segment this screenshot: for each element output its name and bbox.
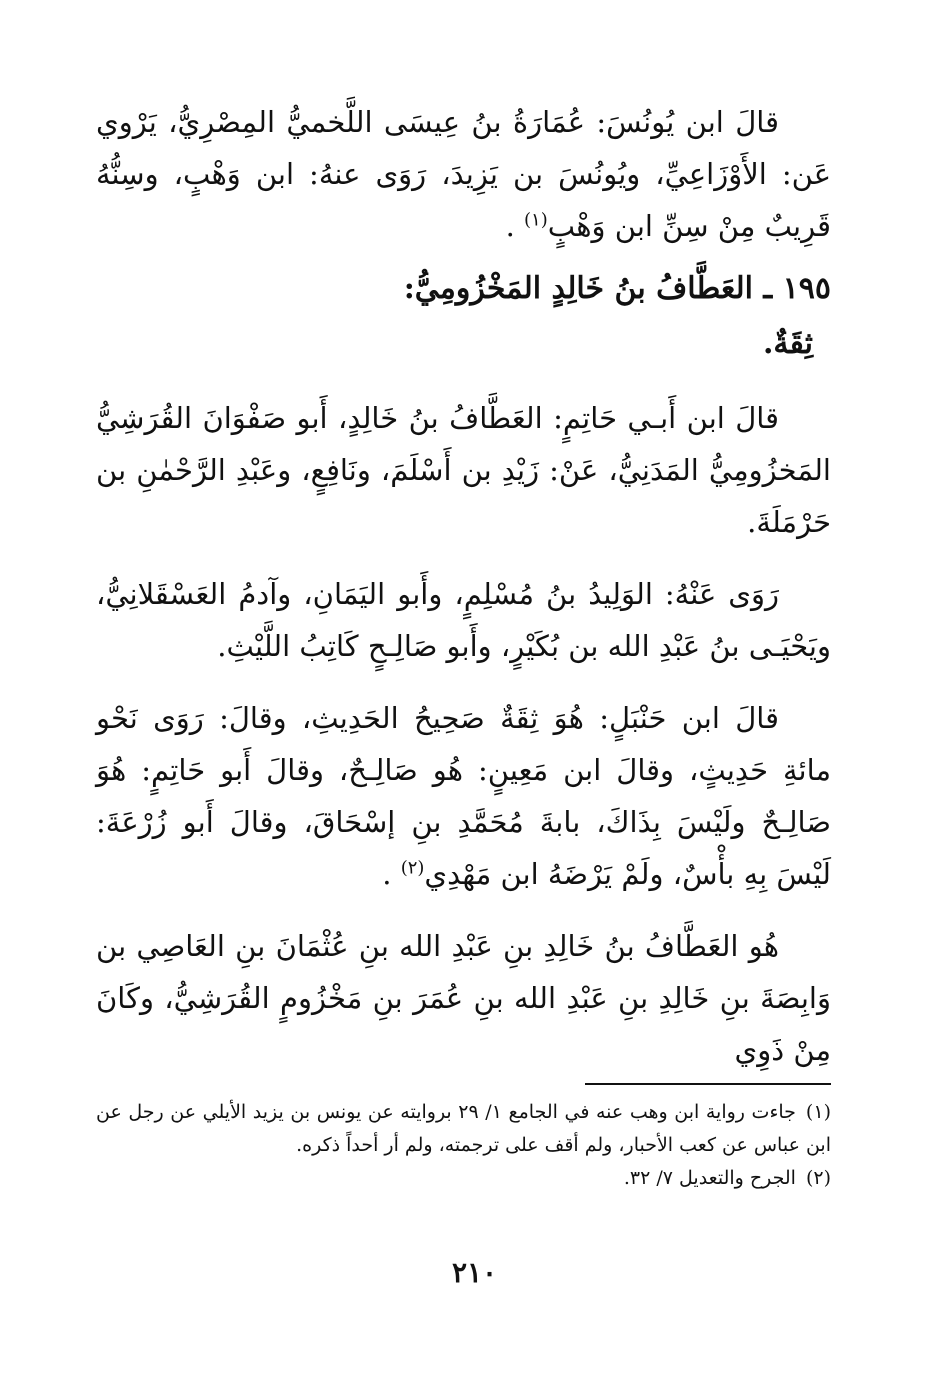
paragraph-umara (96, 96, 831, 252)
footnote-2-number: (٢) (805, 1167, 831, 1189)
paragraph-ibn-abi-hatim: قالَ ابن أَبـي حَاتِمٍ: العَطَّافُ بنُ خَالِدٍ، أَبو صَفْوَانَ القُرَشِيُّ المَخزُومِيُّ المَدَنِيُّ، عَنْ: زَيْدِ بن أَسْلَمَ، ونَافِعٍ، وعَبْدِ الرَّحْمٰنِ بن حَرْمَلَةَ. (96, 401, 831, 539)
main-text (96, 96, 831, 1076)
footnote-1-number: (١) (805, 1101, 831, 1123)
footnote-1-text: جاءت رواية ابن وهب عنه في الجامع ١/ ٢٩ بروايته عن يونس بن يزيد الأيلي عن رجل عن ابن عباس عن كعب الأحبار، ولم أقف على ترجمته، ولم أر أحداً ذكره. (96, 1101, 831, 1156)
footnote-separator (585, 1083, 831, 1085)
paragraph-narrators: رَوَى عَنْهُ: الوَلِيدُ بنُ مُسْلِمٍ، وأَبو اليَمَانِ، وآدمُ العَسْقَلانِيُّ، ويَحْيَـى بنُ عَبْدِ الله بن بُكَيْرٍ، وأَبو صَالِـحٍ كَاتِبُ اللَّيْثِ. (96, 577, 831, 663)
spacer (96, 252, 831, 260)
entry-title: ١٩٥ ـ العَطَّافُ بنُ خَالِدٍ المَخْزُومِيُّ: (403, 271, 831, 306)
footnote-1 (96, 1096, 831, 1162)
paragraph-gradings-end: . (382, 857, 392, 891)
footnote-2-text: الجرح والتعديل ٧/ ٣٢. (623, 1167, 796, 1189)
paragraph-gradings (96, 692, 831, 900)
footnotes (96, 1096, 831, 1195)
paragraph-gradings-text: قالَ ابن حَنْبَلٍ: هُوَ ثِقَةٌ صَحِيحُ الحَدِيثِ، وقالَ: رَوَى نَحْو مائةِ حَدِيثٍ، وقالَ ابن مَعِينٍ: هُو صَالِـحٌ، وقالَ أَبو حَاتِمٍ: هُوَ صَالِـحٌ ولَيْسَ بِذَاكَ، بابةَ مُحَمَّدِ بنِ إسْحَاقَ، وقالَ أَبو زُرْعَةَ: لَيْسَ بِهِ بأْسٌ، ولَمْ يَرْضَهُ ابن مَهْدِي (96, 701, 831, 891)
spacer (96, 548, 831, 568)
spacer (96, 370, 831, 392)
paragraph-umara-end: . (505, 209, 515, 243)
spacer (96, 900, 831, 920)
page-number: ٢١٠ (451, 1256, 498, 1289)
spacer (96, 672, 831, 692)
paragraph-umara-text: قالَ ابن يُونُسَ: عُمَارَةُ بنُ عِيسَى اللَّخميُّ المِصْرِيُّ، يَرْوي عَن: الأَوْزَاعِيِّ، ويُونُسَ بن يَزِيدَ، رَوَى عنهُ: ابن وَهْبٍ، وسِنُّهُ قَرِيبٌ مِنْ سِنِّ ابن وَهْبٍ (96, 105, 831, 243)
paragraph-lineage: هُو العَطَّافُ بنُ خَالِدِ بنِ عَبْدِ الله بنِ عُثْمَانَ بنِ العَاصِي بن وَابِصَةَ بنِ خَالِدِ بنِ عَبْدِ الله بنِ عُمَرَ بنِ مَخْزُومٍ القُرَشِيُّ، وكَانَ مِنْ ذَوِي (96, 929, 831, 1067)
footnote-2 (96, 1162, 831, 1195)
footnote-marker-2: (٢) (400, 857, 425, 879)
entry-verdict: ثِقَةٌ. (762, 326, 813, 361)
footnote-marker-1: (١) (524, 209, 548, 231)
